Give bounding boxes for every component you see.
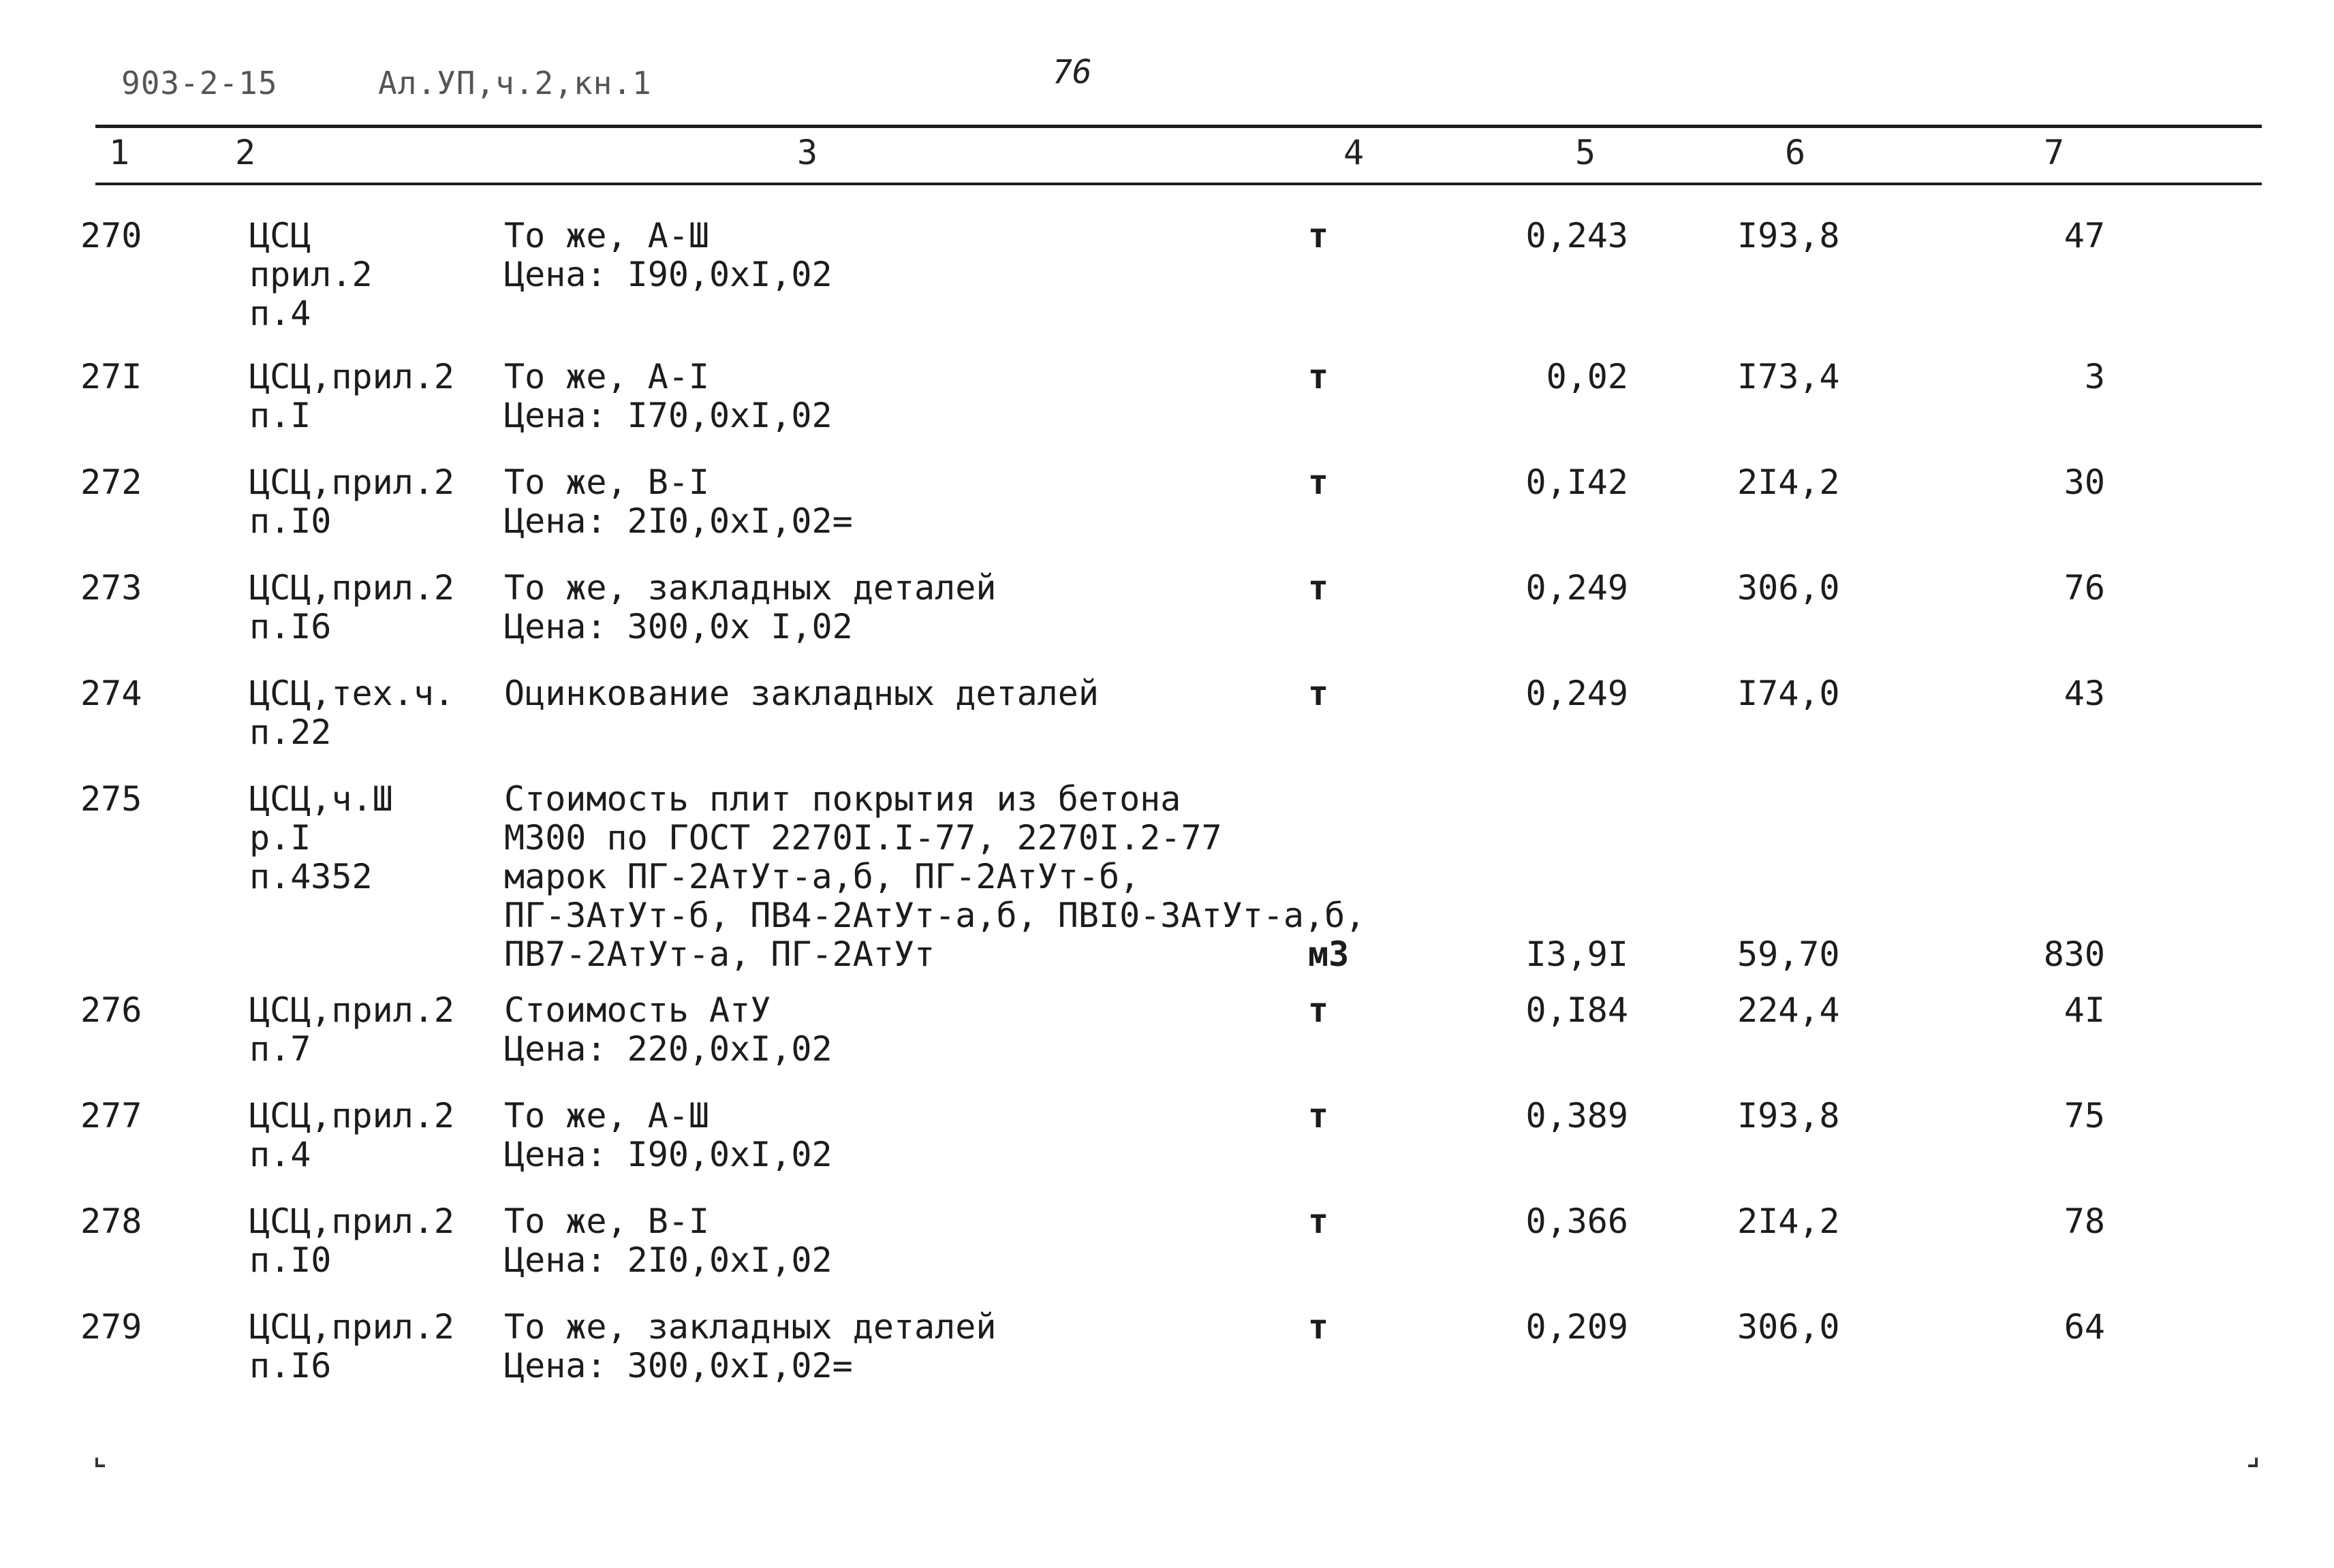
column-number-4: 4 <box>1343 133 1365 172</box>
item-description: Стоимость плит покрытия из бетона М300 по ГОСТ 2270I.I-77, 2270I.2-77 марок ПГ-2АтУт-а,б, ПГ-2АтУт-б, ПГ-3АтУт-б, ПВ4-2АтУт-а,б, ПВI0-3АтУт-а,б, ПВ7-2АтУт-а, ПГ-2АтУт <box>504 779 1366 974</box>
column-number-7: 7 <box>2044 133 2065 172</box>
column-number-3: 3 <box>797 133 818 172</box>
column-number-1: 1 <box>109 133 130 172</box>
quantity: 0,209 <box>1525 1307 1628 1347</box>
total-cost: 830 <box>2043 935 2105 974</box>
quantity: 0,243 <box>1525 216 1628 255</box>
item-description: То же, В-I Цена: 2I0,0xI,02= <box>504 462 853 541</box>
total-cost: 4I <box>2064 990 2105 1030</box>
price-source: ЦСЦ прил.2 п.4 <box>249 216 373 333</box>
total-cost: 3 <box>2084 357 2105 396</box>
unit: т <box>1308 462 1329 502</box>
unit: т <box>1308 357 1329 396</box>
quantity: 0,389 <box>1525 1096 1628 1135</box>
row-number: 276 <box>80 990 142 1030</box>
row-number: 278 <box>80 1202 142 1241</box>
item-description: То же, закладных деталей Цена: 300,0xI,02= <box>504 1307 997 1385</box>
price-source: ЦСЦ,прил.2 п.I <box>249 357 455 435</box>
unit-price: 2I4,2 <box>1737 462 1840 502</box>
unit-price: I73,4 <box>1737 357 1840 396</box>
item-description: То же, А-Ш Цена: I90,0xI,02 <box>504 216 833 294</box>
row-number: 277 <box>80 1096 142 1135</box>
header-rule <box>95 125 2262 128</box>
unit: т <box>1308 1307 1329 1347</box>
quantity: 0,I84 <box>1525 990 1628 1030</box>
item-description: То же, А-Ш Цена: I90,0xI,02 <box>504 1096 833 1174</box>
price-source: ЦСЦ,прил.2 п.I6 <box>249 1307 455 1385</box>
item-description: То же, закладных деталей Цена: 300,0х I,02 <box>504 568 997 646</box>
item-description: Оцинкование закладных деталей <box>504 674 1099 713</box>
total-cost: 76 <box>2064 568 2105 608</box>
document-code: 903-2-15 <box>121 65 278 101</box>
unit-price: 306,0 <box>1737 568 1840 608</box>
total-cost: 75 <box>2064 1096 2105 1135</box>
unit: т <box>1308 990 1329 1030</box>
item-description: То же, В-I Цена: 2I0,0xI,02 <box>504 1202 833 1280</box>
price-source: ЦСЦ,прил.2 п.4 <box>249 1096 455 1174</box>
row-number: 274 <box>80 674 142 713</box>
price-source: ЦСЦ,прил.2 п.I6 <box>249 568 455 646</box>
price-source: ЦСЦ,тех.ч. п.22 <box>249 674 455 752</box>
total-cost: 47 <box>2064 216 2105 255</box>
corner-mark-right <box>2248 1458 2258 1467</box>
total-cost: 30 <box>2064 462 2105 502</box>
unit: т <box>1308 1096 1329 1135</box>
price-source: ЦСЦ,прил.2 п.I0 <box>249 1202 455 1280</box>
total-cost: 78 <box>2064 1202 2105 1241</box>
quantity: 0,249 <box>1525 674 1628 713</box>
item-description: То же, А-I Цена: I70,0xI,02 <box>504 357 833 435</box>
total-cost: 64 <box>2064 1307 2105 1347</box>
price-source: ЦСЦ,ч.Ш р.I п.4352 <box>249 779 393 896</box>
unit-price: I93,8 <box>1737 216 1840 255</box>
row-number: 27I <box>80 357 142 396</box>
column-number-2: 2 <box>235 133 256 172</box>
price-source: ЦСЦ,прил.2 п.I0 <box>249 462 455 541</box>
column-number-6: 6 <box>1785 133 1806 172</box>
corner-mark-left <box>95 1458 105 1467</box>
quantity: 0,02 <box>1546 357 1628 396</box>
unit-price: I93,8 <box>1737 1096 1840 1135</box>
column-header-rule <box>95 183 2262 185</box>
quantity: I3,9I <box>1525 935 1628 974</box>
row-number: 279 <box>80 1307 142 1347</box>
item-description: Стоимость АтУ Цена: 220,0xI,02 <box>504 990 833 1069</box>
row-number: 273 <box>80 568 142 608</box>
unit-price: 306,0 <box>1737 1307 1840 1347</box>
unit-price: I74,0 <box>1737 674 1840 713</box>
total-cost: 43 <box>2064 674 2105 713</box>
price-source: ЦСЦ,прил.2 п.7 <box>249 990 455 1069</box>
row-number: 270 <box>80 216 142 255</box>
unit-price: 59,70 <box>1737 935 1840 974</box>
row-number: 272 <box>80 462 142 502</box>
unit: т <box>1308 1202 1329 1241</box>
unit: м3 <box>1308 935 1350 974</box>
quantity: 0,I42 <box>1525 462 1628 502</box>
column-number-5: 5 <box>1575 133 1596 172</box>
unit-price: 224,4 <box>1737 990 1840 1030</box>
row-number: 275 <box>80 779 142 819</box>
quantity: 0,249 <box>1525 568 1628 608</box>
unit: т <box>1308 674 1329 713</box>
unit-price: 2I4,2 <box>1737 1202 1840 1241</box>
unit: т <box>1308 216 1329 255</box>
document-reference: Ал.УП,ч.2,кн.1 <box>378 65 652 101</box>
unit: т <box>1308 568 1329 608</box>
page-number: 76 <box>1053 53 1092 91</box>
quantity: 0,366 <box>1525 1202 1628 1241</box>
